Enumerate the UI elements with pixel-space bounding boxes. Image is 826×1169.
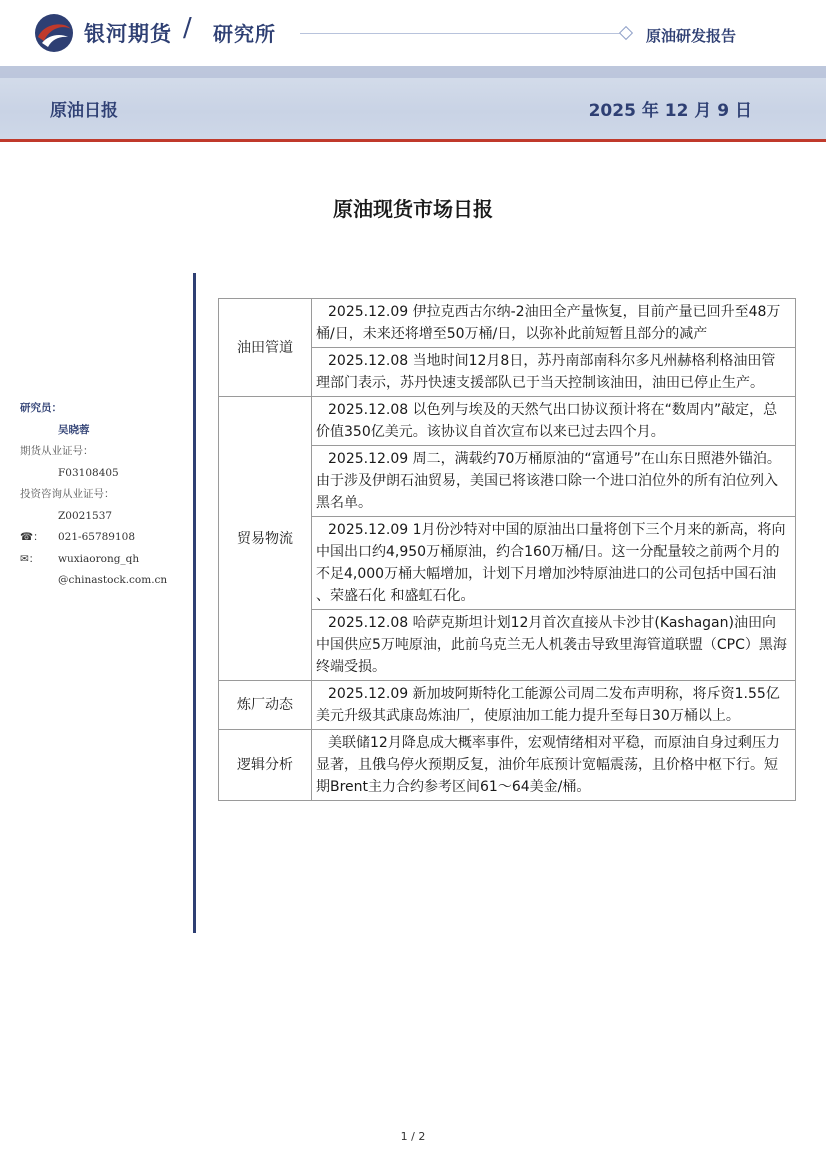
advisory-cert-label: 投资咨询从业证号：	[20, 488, 115, 500]
sidebar-rule	[193, 273, 196, 933]
header-rule	[300, 33, 620, 34]
phone-number: 021-65789108	[58, 531, 136, 543]
category-cell: 贸易物流	[219, 397, 312, 681]
header-divider	[0, 139, 826, 142]
diamond-icon	[619, 26, 633, 40]
news-item: 2025.12.08 哈萨克斯坦计划12月首次直接从卡沙甘(Kashagan)油田向中国供应5万吨原油，此前乌克兰无人机袭击导致里海管道联盟（CPC）黑海终端受损。	[312, 610, 796, 681]
page-title: 原油现货市场日报	[333, 197, 493, 221]
report-type: 原油研发报告	[646, 27, 737, 45]
author-sidebar	[20, 398, 167, 592]
news-item: 2025.12.08 当地时间12月8日，苏丹南部南科尔多凡州赫格利格油田管理部门表示，苏丹快速支援部队已于当天控制该油田，油田已停止生产。	[312, 348, 796, 397]
news-item: 2025.12.09 周二，满载约70万桶原油的“富通号”在山东日照港外锚泊。由于涉及伊朗石油贸易，美国已将该港口除一个进口泊位外的所有泊位列入黑名单。	[312, 446, 796, 517]
researcher-label: 研究员：	[20, 402, 62, 414]
table-row	[219, 299, 796, 348]
email-line-1[interactable]: wuxiaorong_qh	[58, 552, 140, 565]
brand-separator: /	[183, 13, 192, 43]
table-row	[219, 397, 796, 446]
futures-cert-label: 期货从业证号：	[20, 445, 94, 457]
report-date: 2025 年 12 月 9 日	[588, 101, 752, 121]
category-cell: 炼厂动态	[219, 681, 312, 730]
email-icon: ✉：	[20, 552, 40, 565]
advisory-cert: Z0021537	[58, 509, 113, 522]
category-cell: 逻辑分析	[219, 730, 312, 801]
news-item: 2025.12.09 1月份沙特对中国的原油出口量将创下三个月来的新高，将向中国出口约4,950万桶原油，约合160万桶/日。这一分配量较之前两个月的不足4,000万桶大幅增加，计划下月增加沙特原油进口的公司包括中国石油 、荣盛石化 和盛虹石化。	[312, 517, 796, 610]
futures-cert: F03108405	[58, 466, 119, 479]
news-item: 2025.12.08 以色列与埃及的天然气出口协议预计将在“数周内”敲定，总价值350亿美元。该协议自首次宣布以来已过去四个月。	[312, 397, 796, 446]
brand-name: 银河期货	[84, 22, 172, 46]
news-item: 2025.12.09 新加坡阿斯特化工能源公司周二发布声明称，将斥资1.55亿美元升级其武康岛炼油厂，使原油加工能力提升至每日30万桶以上。	[312, 681, 796, 730]
researcher-name: 吴晓蓉	[58, 423, 90, 436]
daily-label: 原油日报	[50, 101, 118, 121]
page-number: 1 / 2	[400, 1130, 426, 1143]
table-row	[219, 730, 796, 801]
news-item: 2025.12.09 伊拉克西古尔纳-2油田全产量恢复，目前产量已回升至48万桶/日，未来还将增至50万桶/日，以弥补此前短暂且部分的减产	[312, 299, 796, 348]
news-table	[218, 298, 796, 801]
news-item: 美联储12月降息成大概率事件，宏观情绪相对平稳，而原油自身过剩压力显著，且俄乌停火预期反复，油价年底预计宽幅震荡，且价格中枢下行。短期Brent主力合约参考区间61～64美金/桶。	[312, 730, 796, 801]
category-cell: 油田管道	[219, 299, 312, 397]
institute-name: 研究所	[213, 22, 276, 46]
top-header	[0, 0, 826, 66]
email-line-2[interactable]: @chinastock.com.cn	[58, 574, 168, 586]
phone-icon: ☎：	[20, 531, 44, 543]
galaxy-logo-icon	[34, 13, 74, 53]
table-row	[219, 681, 796, 730]
